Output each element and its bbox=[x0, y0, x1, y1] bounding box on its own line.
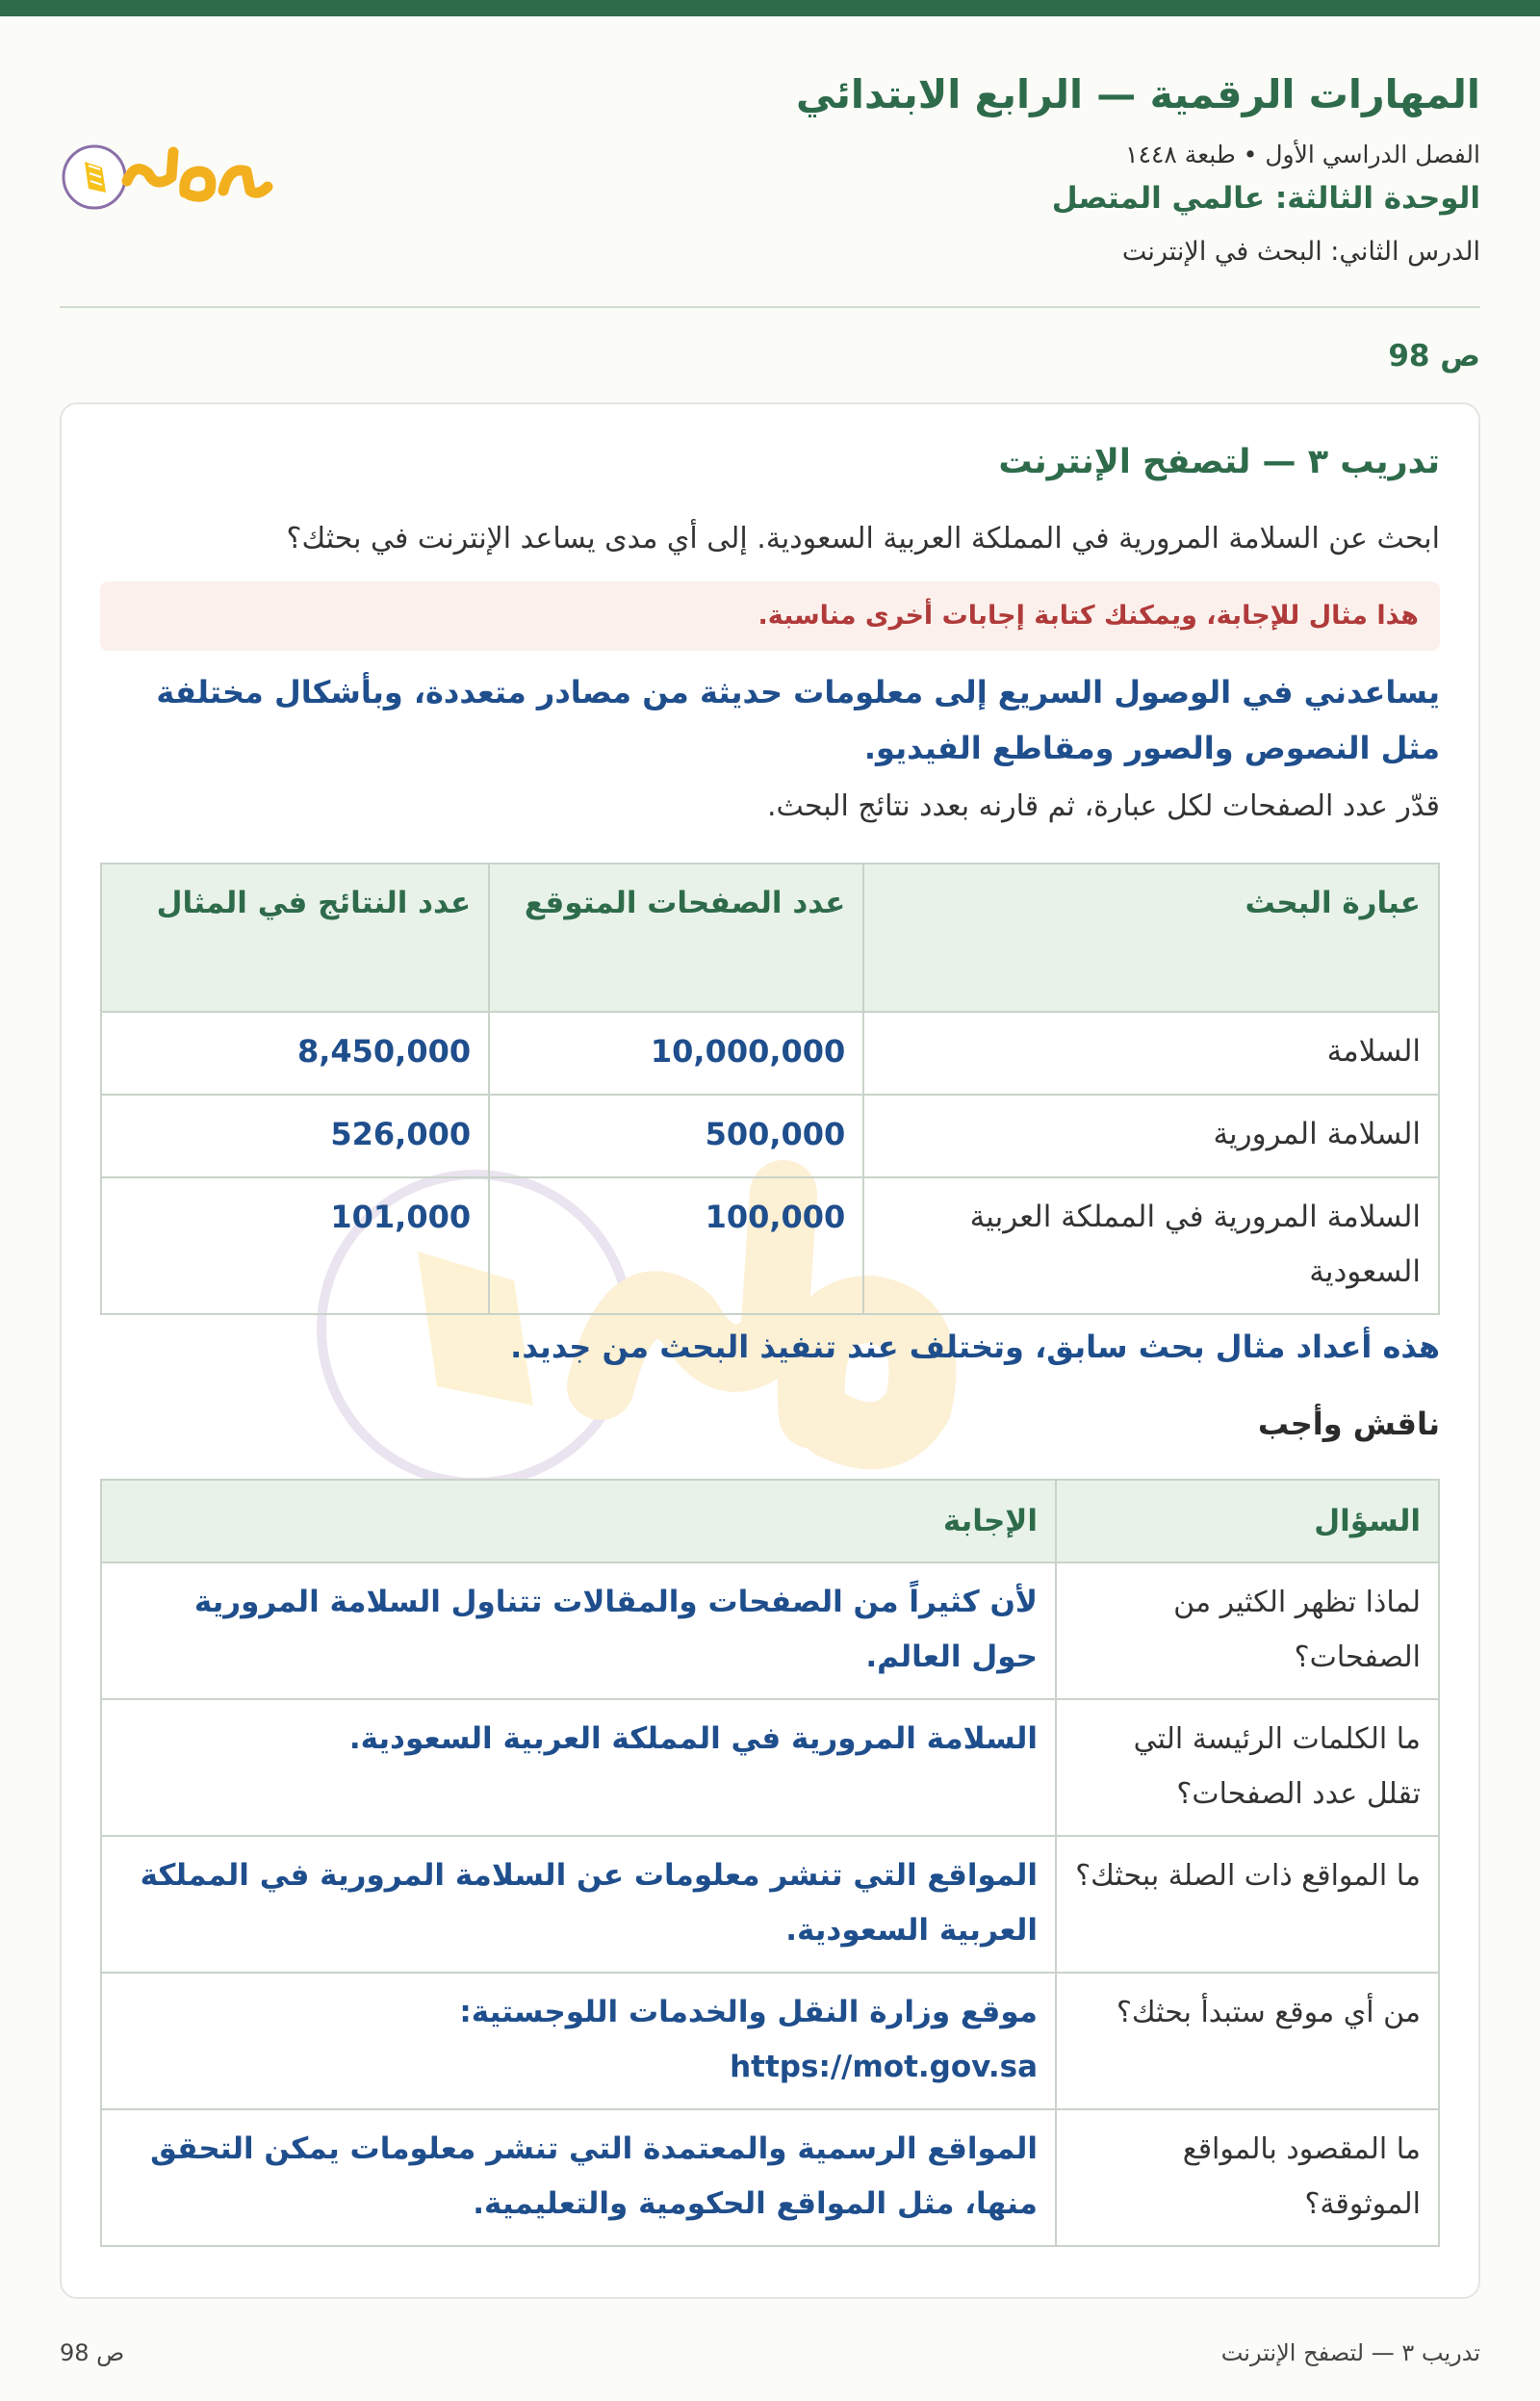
main-answer-line: يساعدني في الوصول السريع إلى معلومات حديثة من مصادر متعددة، وبأشكال مختلفة bbox=[156, 674, 1440, 710]
qa-table bbox=[100, 1479, 1440, 2247]
answer-cell: لأن كثيراً من الصفحات والمقالات تتناول السلامة المرورية حول العالم. bbox=[101, 1562, 1056, 1699]
table-instruction: قدّر عدد الصفحات لكل عبارة، ثم قارنه بعدد نتائج البحث. bbox=[766, 789, 1440, 823]
result-count bbox=[101, 1095, 489, 1177]
hulul-logo bbox=[60, 133, 281, 219]
main-answer-line: مثل النصوص والصور ومقاطع الفيديو. bbox=[863, 730, 1440, 766]
column-header: السؤال bbox=[1056, 1480, 1439, 1562]
exercise-title: تدريب ٣ — لتصفح الإنترنت bbox=[998, 443, 1440, 481]
expected-pages-value: 10,000,000 bbox=[650, 1033, 846, 1070]
search-phrase: السلامة bbox=[863, 1012, 1439, 1095]
table-row bbox=[101, 1177, 1439, 1314]
example-note: هذا مثال للإجابة، ويمكنك كتابة إجابات أخرى مناسبة. bbox=[100, 581, 1440, 651]
main-answer bbox=[100, 664, 1440, 776]
question-cell: من أي موقع ستبدأ بحثك؟ bbox=[1056, 1973, 1439, 2109]
column-header: عدد الصفحات المتوقع bbox=[489, 864, 863, 1012]
search-phrase: السلامة المرورية bbox=[863, 1095, 1439, 1177]
column-header: عبارة البحث bbox=[863, 864, 1439, 1012]
question-cell: لماذا تظهر الكثير من الصفحات؟ bbox=[1056, 1562, 1439, 1699]
column-header: عدد النتائج في المثال bbox=[101, 864, 489, 1012]
footer-exercise: تدريب ٣ — لتصفح الإنترنت bbox=[1220, 2339, 1480, 2366]
result-count-value: 101,000 bbox=[330, 1199, 472, 1235]
page-header bbox=[60, 67, 1480, 308]
results-disclaimer: هذه أعداد مثال بحث سابق، وتختلف عند تنفيذ البحث من جديد. bbox=[510, 1329, 1440, 1365]
exercise-card bbox=[60, 402, 1480, 2299]
expected-pages bbox=[489, 1095, 863, 1177]
table-header-row bbox=[101, 864, 1439, 1012]
page-number: ص 98 bbox=[1388, 339, 1480, 374]
table-row bbox=[101, 1095, 1439, 1177]
expected-pages-value: 500,000 bbox=[705, 1116, 846, 1152]
result-count bbox=[101, 1177, 489, 1314]
search-phrase: السلامة المرورية في المملكة العربية السعودية bbox=[863, 1177, 1439, 1314]
answer-cell: السلامة المرورية في المملكة العربية السعودية. bbox=[101, 1699, 1056, 1836]
discuss-heading: ناقش وأجب bbox=[1257, 1406, 1440, 1442]
top-accent-bar bbox=[0, 0, 1540, 16]
question-cell: ما الكلمات الرئيسة التي تقلل عدد الصفحات؟ bbox=[1056, 1699, 1439, 1836]
answer-text: موقع وزارة النقل والخدمات اللوجستية: bbox=[459, 1995, 1038, 2029]
unit-title: الوحدة الثالثة: عالمي المتصل bbox=[1051, 181, 1480, 216]
result-count-value: 8,450,000 bbox=[296, 1033, 472, 1070]
expected-pages bbox=[489, 1012, 863, 1095]
table-header-row bbox=[101, 1480, 1439, 1562]
ministry-url-link[interactable]: https://mot.gov.sa bbox=[730, 2050, 1038, 2084]
table-row bbox=[101, 1562, 1439, 1699]
table-row bbox=[101, 1973, 1439, 2109]
semester-label: الفصل الدراسي الأول • طبعة ١٤٤٨ bbox=[1125, 141, 1480, 168]
table-row bbox=[101, 1836, 1439, 1973]
expected-pages-value: 100,000 bbox=[705, 1199, 846, 1235]
answer-cell: المواقع التي تنشر معلومات عن السلامة المرورية في المملكة العربية السعودية. bbox=[101, 1836, 1056, 1973]
exercise-prompt: ابحث عن السلامة المرورية في المملكة العربية السعودية. إلى أي مدى يساعد الإنترنت في بحثك؟ bbox=[286, 522, 1440, 555]
answer-cell: المواقع الرسمية والمعتمدة التي تنشر معلومات يمكن التحقق منها، مثل المواقع الحكومية والتعليمية. bbox=[101, 2109, 1056, 2246]
lesson-title: الدرس الثاني: البحث في الإنترنت bbox=[1121, 237, 1480, 267]
result-count-value: 526,000 bbox=[330, 1116, 472, 1152]
answer-cell bbox=[101, 1973, 1056, 2109]
column-header: الإجابة bbox=[101, 1480, 1056, 1562]
footer-page: ص 98 bbox=[60, 2339, 125, 2366]
question-cell: ما المقصود بالمواقع الموثوقة؟ bbox=[1056, 2109, 1439, 2246]
question-cell: ما المواقع ذات الصلة ببحثك؟ bbox=[1056, 1836, 1439, 1973]
table-row bbox=[101, 1012, 1439, 1095]
book-title: المهارات الرقمية — الرابع الابتدائي bbox=[796, 71, 1480, 117]
result-count bbox=[101, 1012, 489, 1095]
expected-pages bbox=[489, 1177, 863, 1314]
search-results-table bbox=[100, 863, 1440, 1315]
table-row bbox=[101, 2109, 1439, 2246]
table-row bbox=[101, 1699, 1439, 1836]
